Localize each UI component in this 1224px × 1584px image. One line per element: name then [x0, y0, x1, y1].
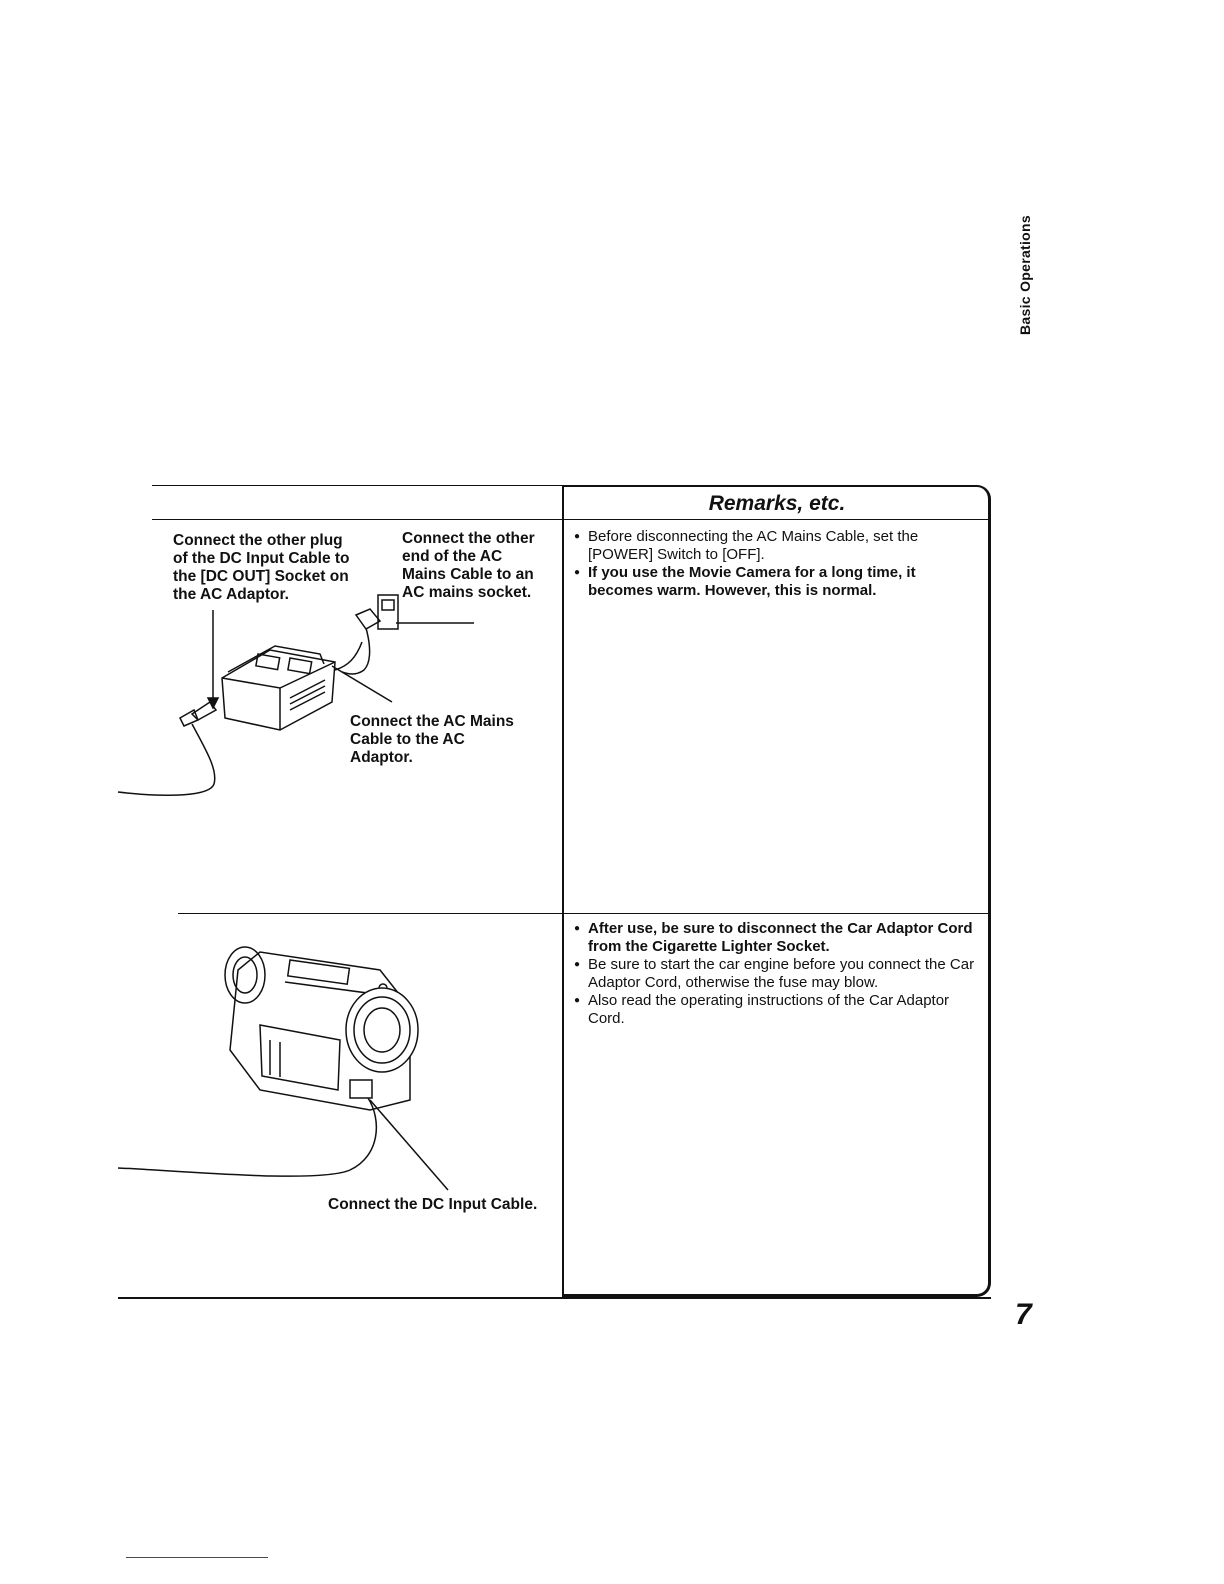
remarks-list-2 — [574, 920, 976, 1028]
remarks-title: Remarks, etc. — [708, 492, 846, 515]
remark-item: ● Also read the operating instructions of the Car Adaptor Cord. — [574, 992, 976, 1027]
bottom-rule — [118, 1297, 991, 1299]
remarks-list-1 — [574, 528, 974, 600]
footer-rule — [126, 1557, 268, 1558]
note-mains: Connect the AC Mains Cable to the AC Adaptor. — [350, 713, 514, 766]
top-rule — [152, 485, 564, 486]
note-other-plug: Connect the other plug of the DC Input Cable to the [DC OUT] Socket on the AC Adaptor. — [173, 532, 350, 603]
remarks-frame — [563, 485, 991, 1297]
movie-camera-illustration — [110, 930, 570, 1220]
remark-item: ● After use, be sure to disconnect the Car Adaptor Cord from the Cigarette Lighter Socket. — [574, 920, 976, 955]
note-dc-input: Connect the DC Input Cable. — [328, 1196, 538, 1213]
note-other-end: Connect the other end of the AC Mains Cable to an AC mains socket. — [402, 530, 535, 601]
side-tab-label: Basic Operations — [1017, 215, 1034, 335]
remark-item: ● Be sure to start the car engine before you connect the Car Adaptor Cord, otherwise the fuse may blow. — [574, 956, 976, 991]
side-tab — [1005, 200, 1045, 350]
ac-adaptor-illustration — [110, 580, 570, 900]
remark-item: ● Before disconnecting the AC Mains Cable, set the [POWER] Switch to [OFF]. — [574, 528, 974, 563]
page-number: 7 — [1015, 1298, 1032, 1331]
remark-item: ● If you use the Movie Camera for a long time, it becomes warm. However, this is normal. — [574, 564, 974, 599]
